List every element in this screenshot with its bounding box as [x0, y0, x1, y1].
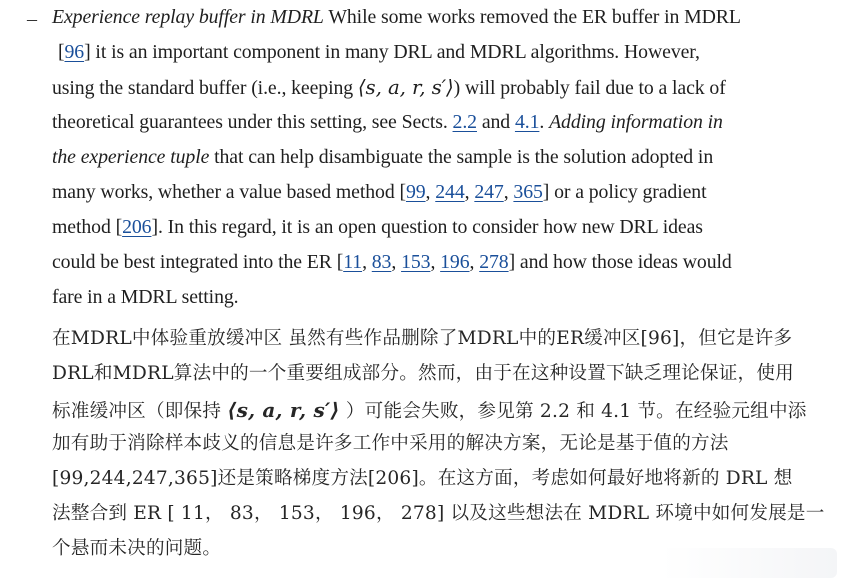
tuple-math: ⟨s, a, r, s′⟩	[357, 76, 454, 99]
zh-line-4: 加有助于消除样本歧义的信息是许多工作中采用的解决方案，无论是基于值的方法	[52, 433, 729, 454]
citation-link[interactable]: 244	[435, 181, 465, 203]
en-line-3: using the standard buffer (i.e., keeping ⟨s, a, r, s′⟩) will probably fail due to a lack of	[52, 76, 726, 99]
zh-line-2: DRL和MDRL算法中的一个重要组成部分。然而，由于在这种设置下缺乏理论保证，使用	[52, 363, 794, 384]
en-line-1: Experience replay buffer in MDRL While some works removed the ER buffer in MDRL	[52, 6, 741, 28]
citation-link[interactable]: 96	[64, 41, 85, 63]
zh-line-6: 法整合到 ER [ 11， 83， 153， 196， 278] 以及这些想法在 MDRL 环境中如何发展是一	[52, 503, 825, 524]
zh-line-5: [99,244,247,365]还是策略梯度方法[206]。在这方面，考虑如何最好地将新的 DRL 想	[52, 468, 793, 489]
bottom-fade	[661, 548, 837, 578]
bullet-dash: –	[27, 8, 37, 30]
citation-link[interactable]: 99	[405, 181, 426, 203]
section-link[interactable]: 4.1	[514, 111, 540, 133]
citation-link[interactable]: 365	[513, 181, 543, 203]
citation-link[interactable]: 206	[122, 216, 152, 238]
heading-italic: Experience replay buffer in MDRL	[52, 6, 324, 28]
citation-link[interactable]: 196	[440, 251, 470, 273]
zh-line-1: 在MDRL中体验重放缓冲区 虽然有些作品删除了MDRL中的ER缓冲区[96]，但它是许多	[52, 328, 793, 349]
zh-line-7: 个悬而未决的问题。	[52, 538, 222, 559]
citation-link[interactable]: 153	[401, 251, 431, 273]
citation-link[interactable]: 83	[371, 251, 392, 273]
tuple-math-zh: ⟨s, a, r, s′⟩	[227, 398, 340, 422]
en-line-9: fare in a MDRL setting.	[52, 286, 239, 308]
en-line-8: could be best integrated into the ER [11, 83, 153, 196, 278] and how those ideas would	[52, 251, 732, 273]
section-link[interactable]: 2.2	[452, 111, 477, 133]
en-line-4: theoretical guarantees under this setting, see Sects. 2.2 and 4.1. Adding information in	[52, 111, 723, 133]
citation-link[interactable]: 247	[474, 181, 504, 203]
en-line-6: many works, whether a value based method [99, 244, 247, 365] or a policy gradient	[52, 181, 707, 203]
en-line-7: method [206]. In this regard, it is an open question to consider how new DRL ideas	[52, 216, 703, 238]
citation-link[interactable]: 11	[343, 251, 363, 273]
en-line-2: [96] it is an important component in many DRL and MDRL algorithms. However,	[58, 41, 700, 63]
en-line-5: the experience tuple that can help disambiguate the sample is the solution adopted in	[52, 146, 714, 168]
citation-link[interactable]: 278	[479, 251, 509, 273]
zh-line-3: 标准缓冲区（即保持 ⟨s, a, r, s′⟩ ）可能会失败，参见第 2.2 和 4.1 节。在经验元组中添	[52, 398, 807, 422]
